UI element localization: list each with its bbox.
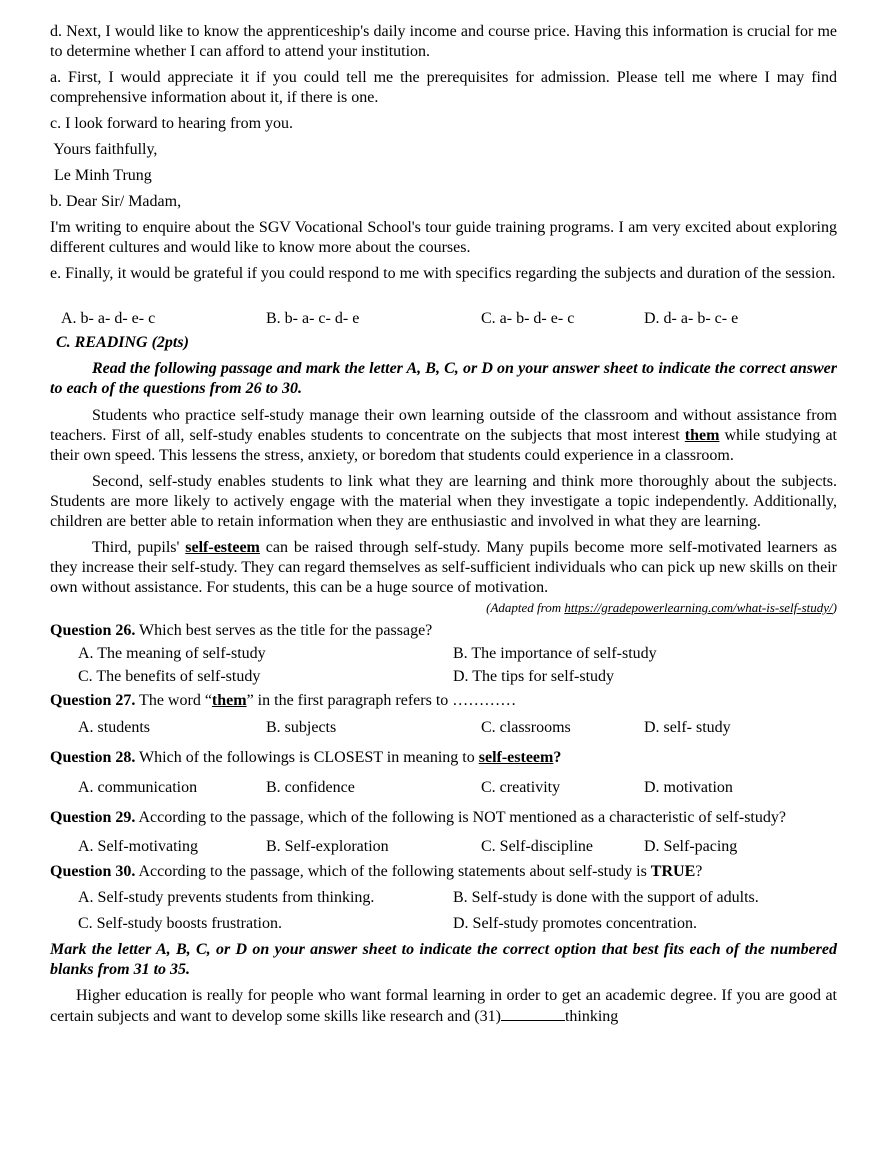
q30-option-a[interactable]: A. Self-study prevents students from thinking. [78,889,375,906]
q25-option-b[interactable]: B. b- a- c- d- e [266,310,360,327]
letter-closing: Yours faithfully, [50,141,158,158]
q25-option-a[interactable]: A. b- a- d- e- c [61,310,156,327]
q27-option-d[interactable]: D. self- study [644,719,731,736]
q30-options-row-2 [50,914,837,934]
q26-option-b[interactable]: B. The importance of self-study [453,645,657,662]
q25-option-d[interactable]: D. d- a- b- c- e [644,310,739,327]
cloze-paragraph: Higher education is really for people who want formal learning in order to get an academic degree. If you are good at certain subjects and want to develop some skills like research and (31) thinking [50,987,837,1025]
letter-item-e: e. Finally, it would be grateful if you could respond to me with specifics regarding the subjects and duration of the session. [50,265,836,282]
q29-option-c[interactable]: C. Self-discipline [481,838,593,855]
underlined-word-them: them [684,427,720,444]
q30-option-b[interactable]: B. Self-study is done with the support of adults. [453,889,759,906]
q28-option-a[interactable]: A. communication [78,779,198,796]
q28-option-b[interactable]: B. confidence [266,779,355,796]
letter-item-d: d. Next, I would like to know the apprenticeship's daily income and course price. Having this information is crucial for me to determine whether I can afford to attend your institution. [50,23,837,60]
passage-source: (Adapted from https://gradepowerlearning.com/what-is-self-study/) [486,600,837,615]
q28-options [50,778,837,798]
q30-option-c[interactable]: C. Self-study boosts frustration. [78,915,282,932]
reading-instruction: Read the following passage and mark the letter A, B, C, or D on your answer sheet to indicate the correct answer to each of the questions from 26 to 30. [50,360,837,397]
question-27: Question 27. The word “them” in the first paragraph refers to ………… [50,692,517,709]
cloze-instruction: Mark the letter A, B, C, or D on your answer sheet to indicate the correct option that best fits each of the numbered blanks from 31 to 35. [50,941,837,978]
question-29: Question 29. According to the passage, which of the following is NOT mentioned as a characteristic of self-study? [50,809,786,826]
question-30: Question 30. According to the passage, which of the following statements about self-study is TRUE? [50,863,703,880]
q28-option-c[interactable]: C. creativity [481,779,561,796]
q26-options-row-1 [50,644,837,664]
passage-paragraph-3: Third, pupils' self-esteem can be raised through self-study. Many pupils become more self-motivated learners as they increase their self-study. They can regard themselves as self-sufficient individuals who can pick up new skills on their own without assistance. For students, this can be a huge source of motivation. [50,539,837,596]
q27-underlined-word: them [211,692,247,709]
q26-option-c[interactable]: C. The benefits of self-study [78,668,261,685]
letter-signature: Le Minh Trung [50,167,152,184]
q27-option-a[interactable]: A. students [78,719,150,736]
q26-option-d[interactable]: D. The tips for self-study [453,668,615,685]
letter-item-a: a. First, I would appreciate it if you could tell me the prerequisites for admission. Please tell me where I may find comprehensive information about it, if there is one. [50,69,837,106]
q28-underlined-word: self-esteem [478,749,554,766]
q25-options [50,309,837,329]
q29-option-b[interactable]: B. Self-exploration [266,838,389,855]
letter-item-c: c. I look forward to hearing from you. [50,115,294,132]
q29-options [50,837,837,857]
q26-option-a[interactable]: A. The meaning of self-study [78,645,266,662]
passage-paragraph-2: Second, self-study enables students to link what they are learning and think more thoroughly about the subjects. Students are more likely to actively engage with the material when they investigate a topic independently. Additionally, children are better able to retain information when they are enthusiastic and involved in what they are learning. [50,473,837,530]
q25-option-c[interactable]: C. a- b- d- e- c [481,310,575,327]
question-28: Question 28. Which of the followings is CLOSEST in meaning to self-esteem? [50,749,562,766]
q29-option-a[interactable]: A. Self-motivating [78,838,198,855]
reading-heading: C. READING (2pts) [56,334,189,351]
underlined-word-self-esteem: self-esteem [185,539,260,556]
q26-options-row-2 [50,667,837,687]
q29-option-d[interactable]: D. Self-pacing [644,838,738,855]
blank-31[interactable] [501,1006,565,1021]
q27-option-b[interactable]: B. subjects [266,719,337,736]
source-link[interactable]: https://gradepowerlearning.com/what-is-self-study/ [564,600,833,615]
passage-paragraph-1: Students who practice self-study manage their own learning outside of the classroom and without assistance from teachers. First of all, self-study enables students to concentrate on the subjects that most interest them while studying at their own speed. This lessens the stress, anxiety, or boredom that students could experience in a classroom. [50,407,837,464]
letter-item-b: b. Dear Sir/ Madam, [50,193,182,210]
q27-option-c[interactable]: C. classrooms [481,719,571,736]
question-26: Question 26. Which best serves as the title for the passage? [50,622,433,639]
letter-body: I'm writing to enquire about the SGV Vocational School's tour guide training programs. I am very excited about exploring different cultures and would like to know more about the courses. [50,219,837,256]
exam-page [50,22,837,1027]
q28-option-d[interactable]: D. motivation [644,779,733,796]
q27-options [50,718,837,738]
q30-options-row-1 [50,888,837,908]
q30-option-d[interactable]: D. Self-study promotes concentration. [453,915,697,932]
